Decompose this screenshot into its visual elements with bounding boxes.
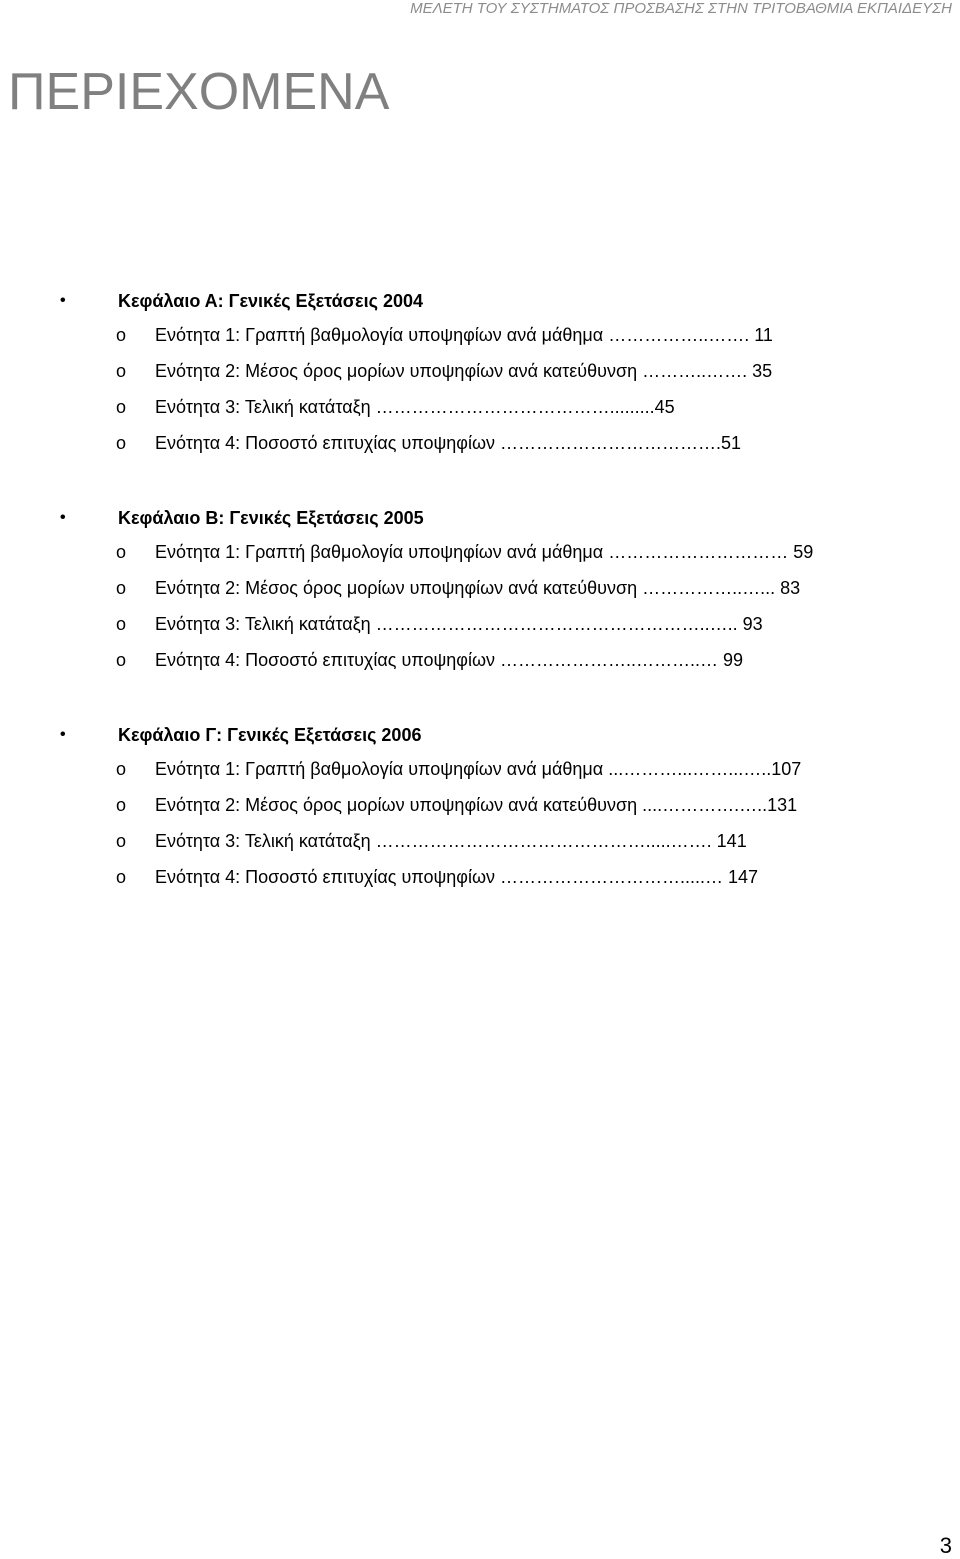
toc-entry-text: Ενότητα 4: Ποσοστό επιτυχίας υποψηφίων ……………………………….51 bbox=[155, 433, 742, 453]
circle-bullet-icon: o bbox=[116, 650, 127, 670]
toc-entry-text: Ενότητα 4: Ποσοστό επιτυχίας υποψηφίων …………………..………..… 99 bbox=[155, 650, 744, 670]
circle-bullet-icon: o bbox=[116, 867, 127, 887]
circle-bullet-icon: o bbox=[116, 831, 127, 851]
circle-bullet-icon: o bbox=[116, 614, 127, 634]
chapter-title: Κεφάλαιο Α: Γενικές Εξετάσεις 2004 bbox=[118, 291, 423, 311]
chapter-b bbox=[0, 505, 960, 683]
chapter-a bbox=[0, 288, 960, 466]
toc-entry-text: Ενότητα 4: Ποσοστό επιτυχίας υποψηφίων ………………………….....… 147 bbox=[155, 867, 759, 887]
toc-entry-text: Ενότητα 1: Γραπτή βαθμολογία υποψηφίων ανά μάθημα ……………..……. 11 bbox=[155, 325, 773, 345]
toc-entry[interactable] bbox=[0, 611, 960, 647]
toc-entry[interactable] bbox=[0, 430, 960, 466]
circle-bullet-icon: o bbox=[116, 397, 127, 417]
bullet-icon: • bbox=[60, 292, 66, 309]
chapter-heading[interactable] bbox=[0, 505, 960, 531]
running-header: ΜΕΛΕΤΗ ΤΟΥ ΣΥΣΤΗΜΑΤΟΣ ΠΡΟΣΒΑΣΗΣ ΣΤΗΝ ΤΡΙΤΟΒΑΘΜΙΑ ΕΚΠΑΙΔΕΥΣΗ bbox=[410, 0, 952, 17]
chapter-title: Κεφάλαιο Β: Γενικές Εξετάσεις 2005 bbox=[118, 508, 424, 528]
chapter-heading[interactable] bbox=[0, 288, 960, 314]
toc-entry[interactable] bbox=[0, 394, 960, 430]
toc-entry[interactable] bbox=[0, 358, 960, 394]
chapter-heading[interactable] bbox=[0, 722, 960, 748]
toc-entry[interactable] bbox=[0, 539, 960, 575]
toc-entry[interactable] bbox=[0, 575, 960, 611]
toc-entry-text: Ενότητα 2: Μέσος όρος μορίων υποψηφίων ανά κατεύθυνση ………..……. 35 bbox=[155, 361, 773, 381]
toc-entry-text: Ενότητα 1: Γραπτή βαθμολογία υποψηφίων ανά μάθημα ………………………… 59 bbox=[155, 542, 814, 562]
toc-entry[interactable] bbox=[0, 864, 960, 900]
chapter-title: Κεφάλαιο Γ: Γενικές Εξετάσεις 2006 bbox=[118, 725, 422, 745]
toc-entry[interactable] bbox=[0, 792, 960, 828]
page-title: ΠΕΡΙΕΧΟΜΕΝΑ bbox=[8, 63, 390, 121]
bullet-icon: • bbox=[60, 509, 66, 526]
toc-entry-text: Ενότητα 3: Τελική κατάταξη ………………………………………………..….. 93 bbox=[155, 614, 763, 634]
toc-entry[interactable] bbox=[0, 322, 960, 358]
toc-entry-text: Ενότητα 1: Γραπτή βαθμολογία υποψηφίων ανά μάθημα ...………...……...…..107 bbox=[155, 759, 802, 779]
circle-bullet-icon: o bbox=[116, 759, 127, 779]
toc-entry-text: Ενότητα 3: Τελική κατάταξη ………………………………….........45 bbox=[155, 397, 675, 417]
bullet-icon: • bbox=[60, 726, 66, 743]
table-of-contents bbox=[0, 288, 960, 939]
circle-bullet-icon: o bbox=[116, 795, 127, 815]
circle-bullet-icon: o bbox=[116, 325, 127, 345]
toc-entry-text: Ενότητα 2: Μέσος όρος μορίων υποψηφίων ανά κατεύθυνση ……………..…... 83 bbox=[155, 578, 801, 598]
circle-bullet-icon: o bbox=[116, 542, 127, 562]
toc-entry[interactable] bbox=[0, 647, 960, 683]
toc-entry-text: Ενότητα 3: Τελική κατάταξη ……………………………………….....……. 141 bbox=[155, 831, 747, 851]
circle-bullet-icon: o bbox=[116, 361, 127, 381]
circle-bullet-icon: o bbox=[116, 433, 127, 453]
toc-entry-text: Ενότητα 2: Μέσος όρος μορίων υποψηφίων ανά κατεύθυνση ....………….…..131 bbox=[155, 795, 798, 815]
toc-entry[interactable] bbox=[0, 828, 960, 864]
page-number: 3 bbox=[939, 1533, 952, 1558]
toc-entry[interactable] bbox=[0, 756, 960, 792]
chapter-c bbox=[0, 722, 960, 900]
circle-bullet-icon: o bbox=[116, 578, 127, 598]
